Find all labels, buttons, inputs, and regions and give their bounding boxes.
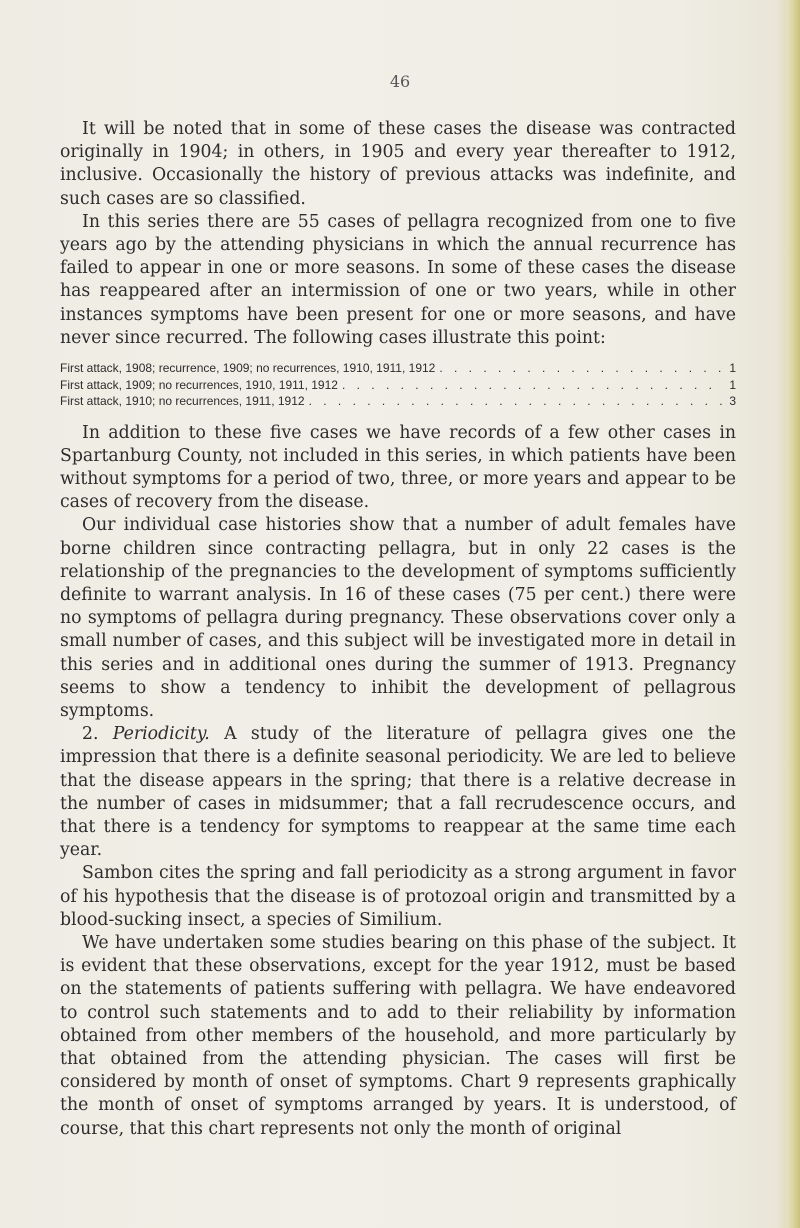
paragraph-1: It will be noted that in some of these cases the disease was contracted originally in 1904; in others, in 1905 and every year thereafter to 1912, inclusive. Occasionally the history of previous attacks was indefinite, and such cases are so classified. (60, 119, 736, 209)
leader-dots (305, 393, 724, 410)
section-heading-periodicity: Periodicity. (112, 724, 210, 745)
table-row-count: 1 (729, 377, 736, 392)
table-row-label: First attack, 1908; recurrence, 1909; no recurrences, 1910, 1911, 1912 (60, 361, 436, 376)
table-row-label: First attack, 1910; no recurrences, 1911, 1912 (60, 394, 305, 409)
recurrence-table (60, 360, 736, 410)
paragraph-6: Sambon cites the spring and fall periodicity as a strong argument in favor of his hypothesis that the disease is of protozoal origin and transmitted by a blood-sucking insect, a species of Similium. (60, 863, 736, 930)
leader-dots (435, 360, 723, 377)
table-row-count: 3 (729, 394, 736, 409)
table-row-label: First attack, 1909; no recurrences, 1910, 1911, 1912 (60, 377, 338, 392)
paragraph-5-text: A study of the literature of pellagra gives one the impression that there is a definite seasonal periodicity. We are led to believe that the disease appears in the spring; that there is a relative decrease in the number of cases in midsummer; that a fall recrudescence occurs, and that there is a tendency for symptoms to reappear at the same time each year. (60, 724, 737, 861)
paragraph-3: In addition to these five cases we have records of a few other cases in Spartanburg County, not included in this series, in which patients have been without symptoms for a period of two, three, or more years and appear to be cases of recovery from the disease. (60, 422, 736, 513)
table-row-count: 1 (729, 361, 736, 376)
page-number: 46 (389, 72, 411, 91)
paragraph-4: Our individual case histories show that a number of adult females have borne children since contracting pellagra, but in only 22 cases is the relationship of the pregnancies to the development of symptoms sufficiently definite to warrant analysis. In 16 of these cases (75 per cent.) there were no symptoms of pellagra during pregnancy. These observations cover only a small number of cases, and this subject will be investigated more in detail in this series and in additional ones during the summer of 1913. Pregnancy seems to show a tendency to inhibit the development of pellagrous symptoms. (60, 515, 736, 721)
paragraph-2: In this series there are 55 cases of pellagra recognized from one to five years ago by the attending physicians in which the annual recurrence has failed to appear in one or more seasons. In some of these cases the disease has reappeared after an intermission of one or two years, while in other instances symptoms have been present for one or more seasons, and have never since recurred. The following cases illustrate this point: (60, 211, 736, 348)
paragraph-5 (60, 723, 736, 862)
table-row (60, 393, 736, 410)
table-row (60, 360, 736, 377)
leader-dots (338, 377, 723, 394)
section-number: 2. (82, 724, 113, 745)
paragraph-7: We have undertaken some studies bearing on this phase of the subject. It is evident that these observations, except for the year 1912, must be based on the statements of patients suffering with pellagra. We have endeavored to control such statements and to add to their reliability by information obtained from other members of the household, and more particularly by that obtained from the attending physician. The cases will first be considered by month of onset of symptoms. Chart 9 represents graphically the month of onset of symptoms arranged by years. It is understood, of course, that this chart represents not only the month of original (60, 933, 736, 1139)
page-edge-shadow (786, 0, 800, 1228)
body-text (60, 118, 736, 1141)
table-row (60, 377, 736, 394)
